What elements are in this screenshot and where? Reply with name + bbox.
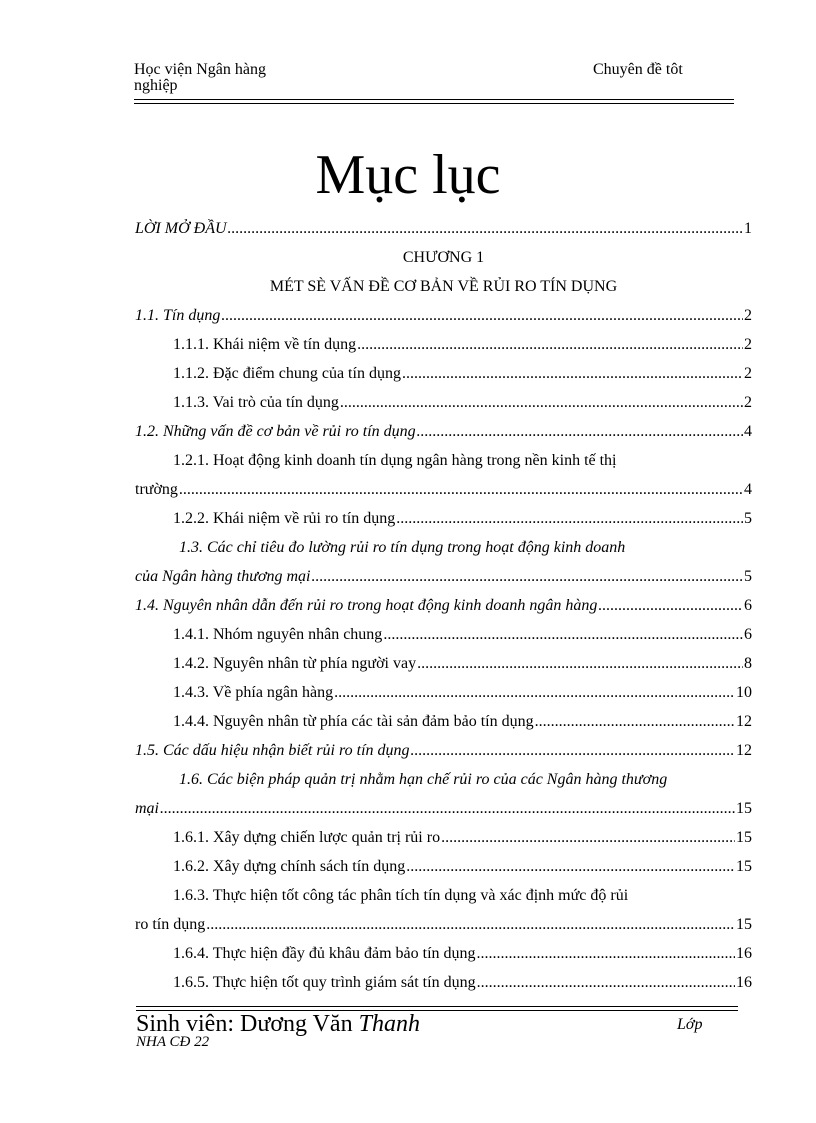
toc-page-number: 15: [736, 858, 752, 875]
toc-entry[interactable]: [135, 968, 752, 997]
toc-entry-title-line1: 1.6. Các biện pháp quản trị nhằm hạn chế rủi ro của các Ngân hàng thương: [179, 771, 668, 788]
toc-entry-title: 1.6.1. Xây dựng chiến lược quản trị rủi ro: [173, 829, 441, 846]
header-doc-type: Chuyên đề tôt: [593, 61, 683, 78]
toc-page-number: 8: [744, 655, 752, 672]
toc-entry-title: 1.1.2. Đặc điểm chung của tín dụng: [173, 365, 401, 382]
toc-leader-dots: [477, 968, 735, 997]
toc-page-number: 5: [744, 510, 752, 527]
toc-entry-title: 1.4. Nguyên nhân dẫn đến rủi ro trong hoạt động kinh doanh ngân hàng: [135, 597, 598, 614]
toc-entry-title: 1.6.2. Xây dựng chính sách tín dụng: [173, 858, 406, 875]
toc-entry[interactable]: [135, 852, 752, 881]
toc-leader-dots: [417, 417, 743, 446]
toc-entry[interactable]: [135, 504, 752, 533]
toc-page-number: 15: [736, 829, 752, 846]
toc-entry-title: 1.6.5. Thực hiện tốt quy trình giám sát tín dụng: [173, 974, 476, 991]
toc-leader-dots: [598, 591, 743, 620]
header-institution: [134, 62, 334, 94]
toc-leader-dots: [334, 678, 735, 707]
toc-leader-dots: [206, 910, 735, 939]
table-of-contents: [135, 214, 752, 997]
footer-student-given-name: Thanh: [358, 1011, 420, 1037]
toc-entry[interactable]: [135, 591, 752, 620]
toc-page-number: 4: [744, 481, 752, 498]
toc-leader-dots: [383, 620, 743, 649]
toc-leader-dots: [535, 707, 735, 736]
toc-leader-dots: [340, 388, 743, 417]
toc-entry-title: 1.1.1. Khái niệm về tín dụng: [173, 336, 357, 353]
toc-entry[interactable]: [135, 649, 752, 678]
toc-entry-title: 1.1. Tín dụng: [135, 307, 221, 324]
toc-entry[interactable]: [135, 939, 752, 968]
header-rule-bottom: [134, 103, 734, 104]
toc-entry[interactable]: [135, 707, 752, 736]
toc-entry-title: 1.4.2. Nguyên nhân từ phía người vay: [173, 655, 417, 672]
footer-rule-top: [136, 1006, 738, 1007]
toc-entry-title-line2: của Ngân hàng thương mại: [135, 568, 311, 585]
toc-leader-dots: [311, 562, 743, 591]
toc-page-number: 12: [736, 742, 752, 759]
toc-entry-title: 1.1.3. Vai trò của tín dụng: [173, 394, 339, 411]
toc-entry[interactable]: [135, 533, 752, 591]
toc-entry[interactable]: [135, 214, 752, 243]
toc-entry-title: 1.4.4. Nguyên nhân từ phía các tài sản đảm bảo tín dụng: [173, 713, 534, 730]
toc-entry-title-line2: ro tín dụng: [135, 916, 206, 933]
header-institution-line1: Học viện Ngân hàng: [134, 61, 266, 78]
toc-entry-title: 1.4.1. Nhóm nguyên nhân chung: [173, 626, 383, 643]
toc-entry-title: 1.2.2. Khái niệm về rủi ro tín dụng: [173, 510, 396, 527]
toc-page-number: 2: [744, 307, 752, 324]
toc-page-number: 1: [744, 220, 752, 237]
toc-entry-title-line1: 1.2.1. Hoạt động kinh doanh tín dụng ngân hàng trong nền kinh tế thị: [173, 452, 617, 469]
toc-entry-title-line2: mại: [135, 800, 159, 817]
toc-page-number: 2: [744, 336, 752, 353]
toc-page-number: 5: [744, 568, 752, 585]
toc-leader-dots: [396, 504, 743, 533]
toc-entry[interactable]: [135, 330, 752, 359]
toc-leader-dots: [402, 359, 743, 388]
toc-entry-title: 1.6.4. Thực hiện đầy đủ khâu đảm bảo tín dụng: [173, 945, 476, 962]
toc-leader-dots: [417, 649, 743, 678]
toc-page-number: 6: [744, 597, 752, 614]
toc-leader-dots: [441, 823, 735, 852]
toc-leader-dots: [406, 852, 735, 881]
toc-entry[interactable]: [135, 359, 752, 388]
toc-page-number: 2: [744, 365, 752, 382]
toc-entry[interactable]: [135, 823, 752, 852]
toc-entry-title: 1.2. Những vấn đề cơ bản về rủi ro tín dụng: [135, 423, 416, 440]
footer-student-name: [136, 1011, 420, 1037]
toc-entry[interactable]: [135, 388, 752, 417]
toc-entry[interactable]: [135, 446, 752, 504]
toc-leader-dots: [477, 939, 735, 968]
toc-page-number: 4: [744, 423, 752, 440]
toc-page-number: 15: [736, 916, 752, 933]
header-rule-top: [134, 99, 734, 100]
header-institution-line2: nghiệp: [134, 77, 178, 94]
toc-entry-title-line2: trường: [135, 481, 178, 498]
toc-chapter-heading: CHƯƠNG 1: [402, 249, 485, 266]
toc-entry-title-line1: 1.6.3. Thực hiện tốt công tác phân tích tín dụng và xác định mức độ rủi: [173, 887, 629, 904]
toc-leader-dots: [221, 301, 743, 330]
toc-chapter-heading: MÉT SÈ VẤN ĐỀ CƠ BẢN VỀ RỦI RO TÍN DỤNG: [269, 278, 618, 295]
toc-page-number: 12: [736, 713, 752, 730]
toc-leader-dots: [160, 794, 735, 823]
toc-entry[interactable]: [135, 736, 752, 765]
toc-leader-dots: [228, 214, 743, 243]
toc-page-number: 10: [736, 684, 752, 701]
toc-entry[interactable]: [135, 417, 752, 446]
page-title: Mục lục: [315, 144, 501, 206]
toc-leader-dots: [411, 736, 735, 765]
toc-entry-title-line1: 1.3. Các chỉ tiêu đo lường rủi ro tín dụng trong hoạt động kinh doanh: [179, 539, 626, 556]
footer-student-label: Sinh viên: Dương Văn: [136, 1011, 359, 1037]
toc-page-number: 6: [744, 626, 752, 643]
toc-entry[interactable]: [135, 765, 752, 823]
page-header: [134, 62, 734, 98]
toc-entry-title: LỜI MỞ ĐẦU: [135, 220, 227, 237]
toc-entry[interactable]: [135, 678, 752, 707]
toc-page-number: 15: [736, 800, 752, 817]
footer-class-code: NHA CĐ 22: [136, 1034, 210, 1050]
toc-page-number: 2: [744, 394, 752, 411]
toc-entry-title: 1.5. Các dấu hiệu nhận biết rủi ro tín dụng: [135, 742, 410, 759]
toc-entry[interactable]: [135, 881, 752, 939]
footer-class-label: Lớp: [677, 1016, 703, 1033]
toc-leader-dots: [357, 330, 743, 359]
toc-entry[interactable]: [135, 620, 752, 649]
toc-leader-dots: [179, 475, 743, 504]
toc-page-number: 16: [736, 974, 752, 991]
toc-page-number: 16: [736, 945, 752, 962]
toc-entry-title: 1.4.3. Về phía ngân hàng: [173, 684, 334, 701]
toc-entry[interactable]: [135, 301, 752, 330]
